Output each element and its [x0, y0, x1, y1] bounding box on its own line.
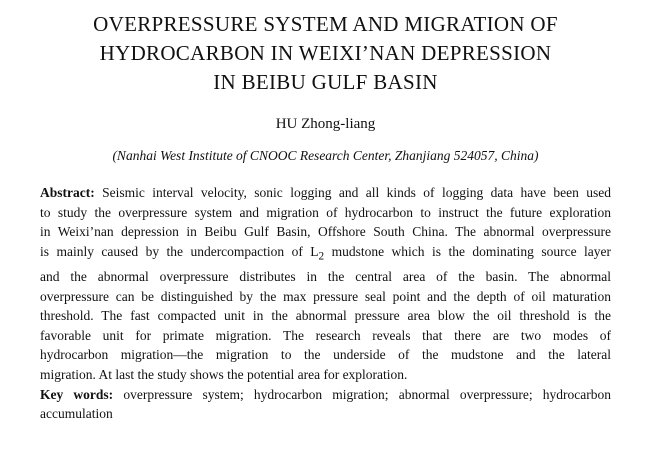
abstract-label: Abstract:: [40, 185, 95, 200]
keywords-label: Key words:: [40, 386, 114, 402]
author-name: HU Zhong-liang: [275, 116, 376, 132]
title-line: OVERPRESSURE SYSTEM AND MIGRATION OF: [93, 12, 558, 36]
abstract-text: mudstone which is the dominating source layer: [324, 243, 611, 259]
abstract-line: in Weixi’nan depression in Beibu Gulf Basin, Offshore South China. The abnormal overpressure: [40, 224, 611, 240]
keywords-line: [40, 385, 611, 405]
keywords-line: accumulation: [40, 406, 113, 422]
abstract: [40, 183, 611, 385]
abstract-text: is mainly caused by the undercompaction of L: [40, 243, 319, 259]
paper-page: [0, 10, 651, 462]
title-line: IN BEIBU GULF BASIN: [213, 70, 438, 94]
keywords-text: overpressure system; hydrocarbon migration; abnormal overpressure; hydrocarbon: [113, 386, 611, 402]
abstract-line: [40, 183, 611, 203]
author-affiliation: (Nanhai West Institute of CNOOC Research Center, Zhanjiang 524057, China): [112, 148, 539, 163]
abstract-line: [40, 242, 611, 267]
title-line: HYDROCARBON IN WEIXI’NAN DEPRESSION: [99, 41, 552, 65]
abstract-line: to study the overpressure system and migration of hydrocarbon to instruct the future exploration: [40, 204, 611, 220]
abstract-line: hydrocarbon migration—the migration to the underside of the mudstone and the lateral: [40, 347, 611, 363]
paper-title: [40, 10, 611, 97]
subscript: 2: [318, 250, 325, 263]
abstract-line: and the abnormal overpressure distributes in the central area of the basin. The abnormal: [40, 269, 611, 285]
keywords: [40, 385, 611, 424]
abstract-line: overpressure can be distinguished by the max pressure seal point and the depth of oil maturation: [40, 288, 611, 304]
abstract-text: Seismic interval velocity, sonic logging and all kinds of logging data have been used: [94, 185, 611, 200]
abstract-line: favorable unit for primate migration. The research reveals that there are two modes of: [40, 327, 611, 343]
abstract-line: threshold. The fast compacted unit in the abnormal pressure area blow the oil threshold is the: [40, 308, 611, 324]
abstract-line: migration. At last the study shows the potential area for exploration.: [40, 367, 408, 383]
